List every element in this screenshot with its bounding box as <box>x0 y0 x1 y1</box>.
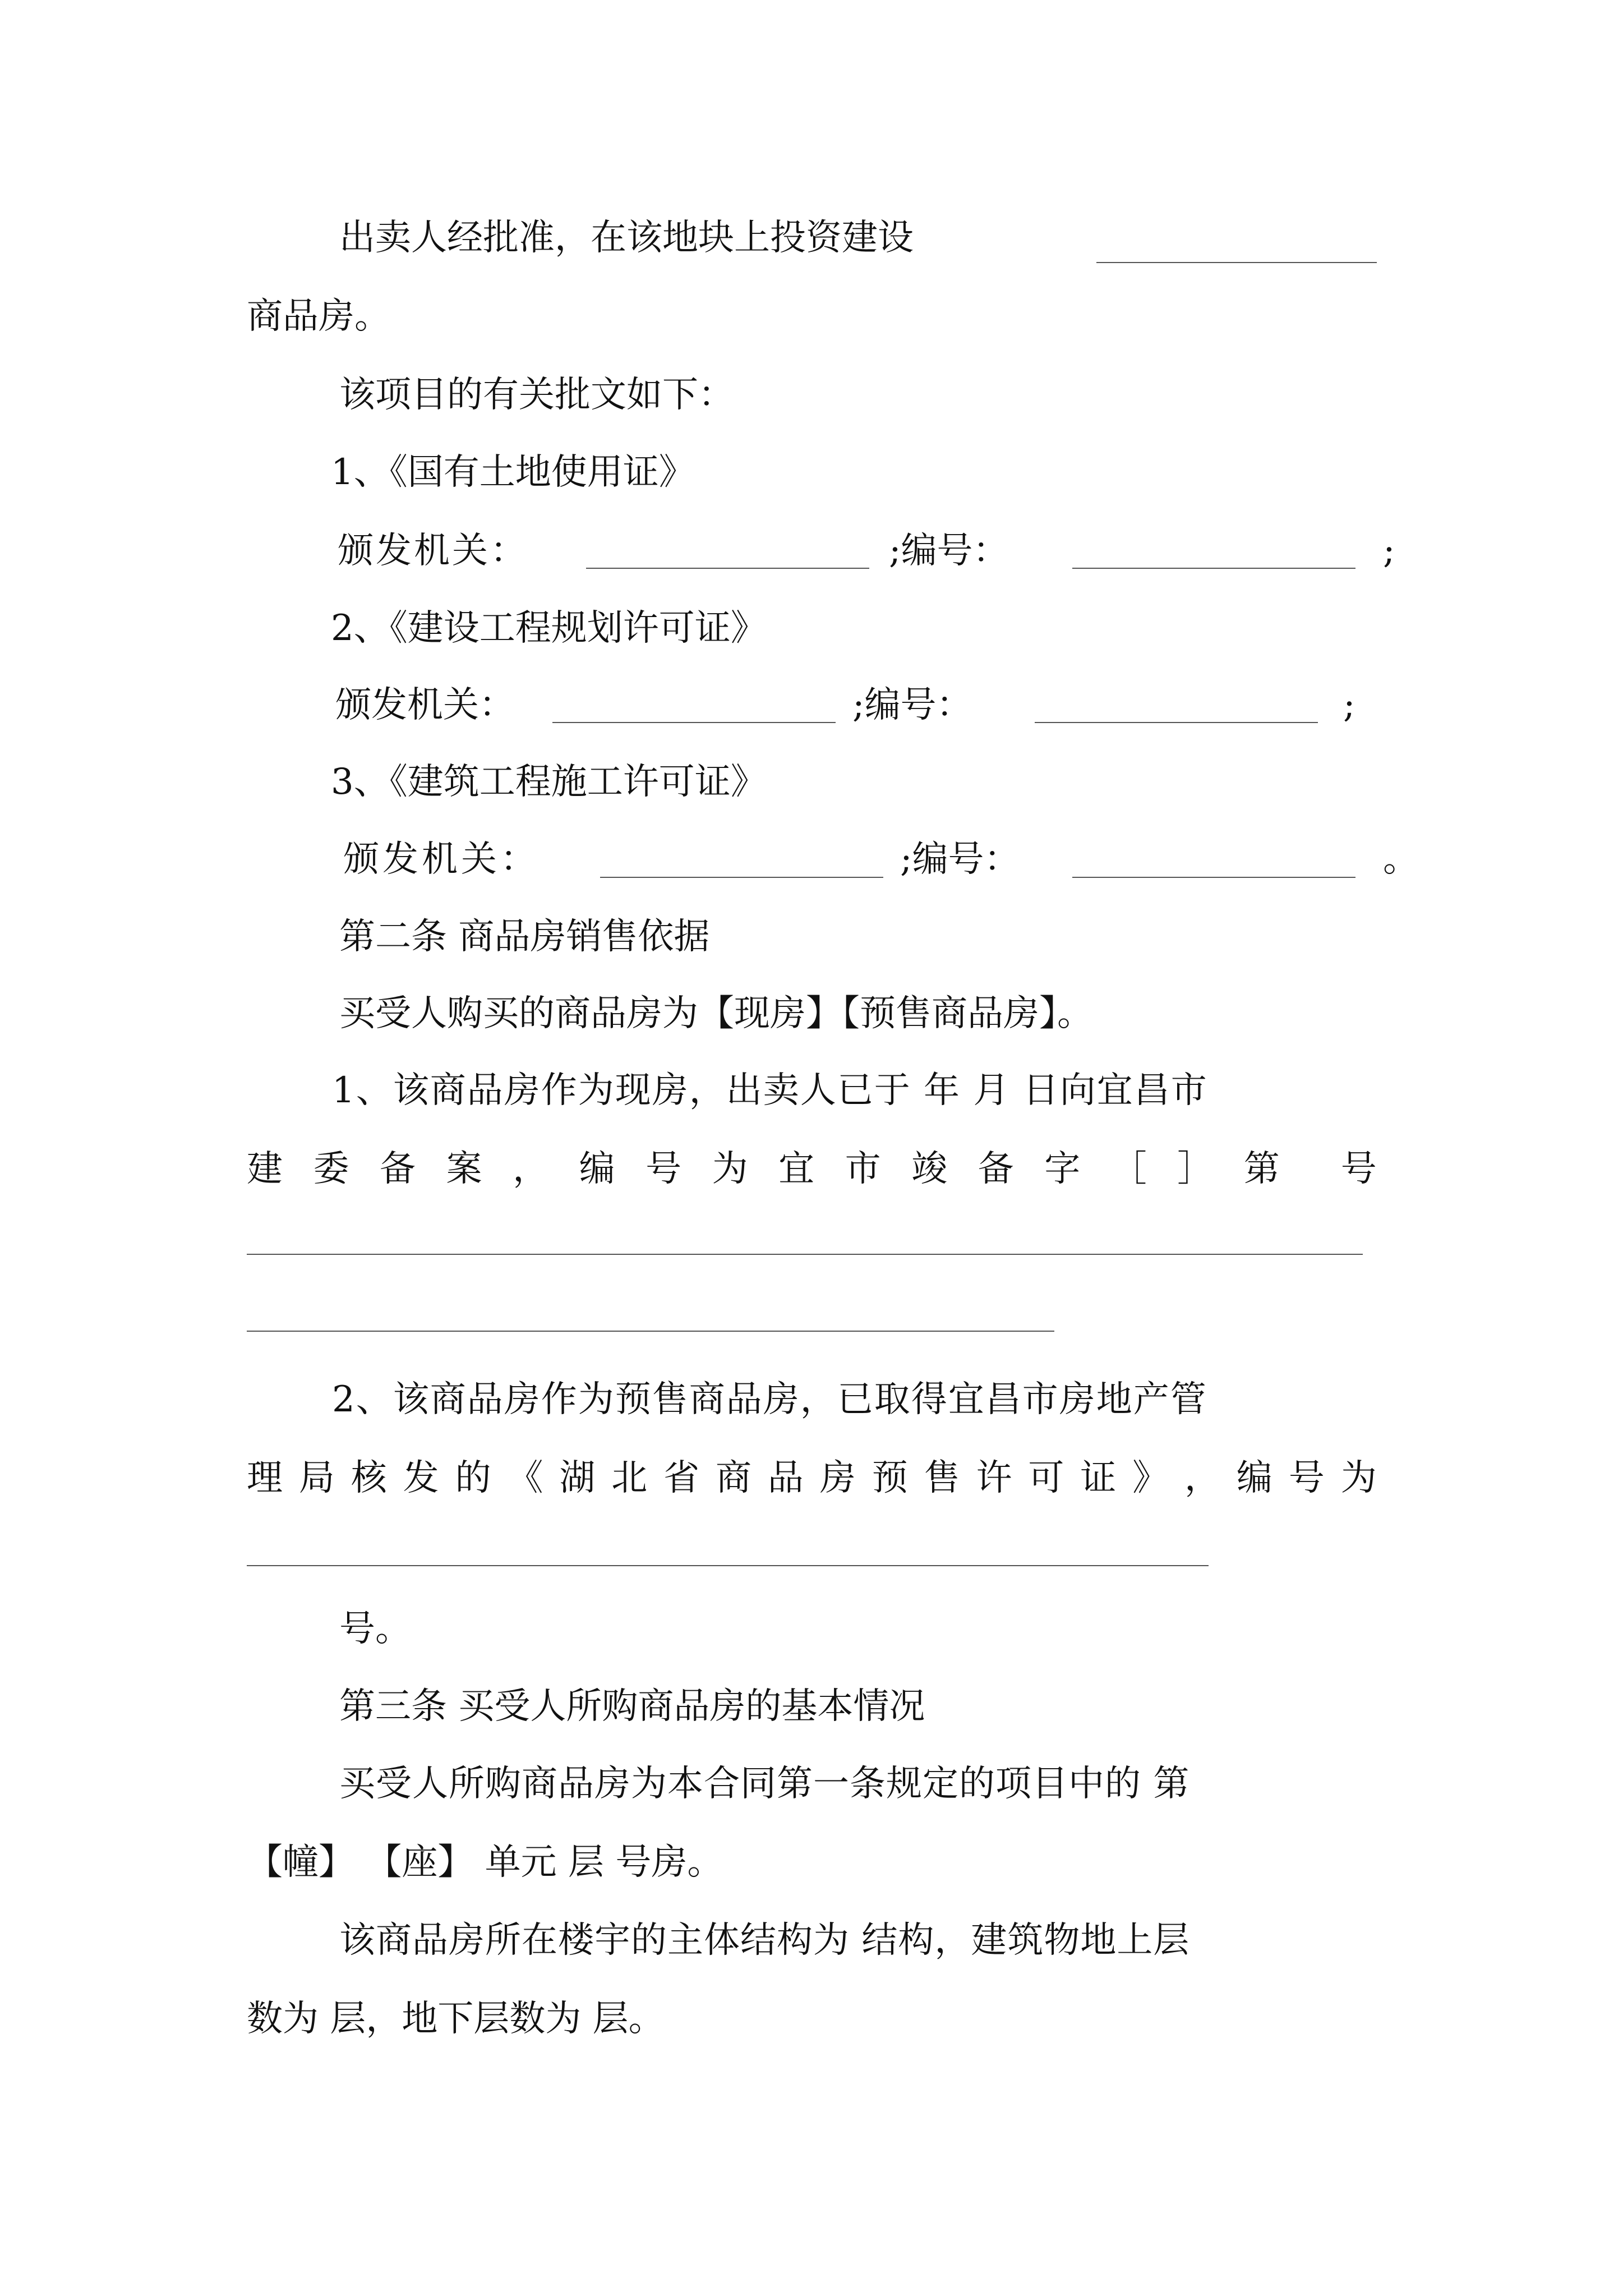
glyph: 省 <box>663 1457 700 1499</box>
article3-title: 第三条 买受人所购商品房的基本情况 <box>339 1686 925 1727</box>
glyph: 市 <box>845 1148 881 1190</box>
paragraph-investment-line2: 商品房。 <box>247 296 390 337</box>
cert3-issuer-label: 颁发机关： <box>343 839 540 880</box>
glyph: 商 <box>716 1457 752 1499</box>
cert1-semicolon: ; <box>1383 530 1395 572</box>
glyph: ［ <box>1110 1148 1147 1190</box>
article3-line2: 【幢】 【座】 单元 层 号房。 <box>247 1842 723 1883</box>
cert2-issuer-blank <box>552 722 836 723</box>
cert1-title: 1、《国有土地使用证》 <box>331 452 695 493</box>
glyph: 第 <box>1243 1148 1280 1190</box>
article2-text: 买受人购买的商品房为【现房】【预售商品房】。 <box>339 993 1093 1034</box>
glyph: 《 <box>507 1457 543 1499</box>
cert3-issuer-blank <box>600 877 883 878</box>
glyph: 备 <box>978 1148 1014 1190</box>
glyph: 证 <box>1080 1457 1117 1499</box>
article3-structure-line1: 该商品房所在楼宇的主体结构为 结构，建筑物地上层 <box>339 1920 1190 1961</box>
article3-line1: 买受人所购商品房为本合同第一条规定的项目中的 第 <box>339 1763 1190 1805</box>
cert2-number-blank <box>1035 722 1318 723</box>
article2-item1-line2 <box>247 1148 1377 1190</box>
cert2-title: 2、《建设工程规划许可证》 <box>331 608 767 649</box>
glyph: 北 <box>611 1457 648 1499</box>
glyph: 备 <box>380 1148 416 1190</box>
glyph: ， <box>1184 1457 1221 1499</box>
glyph: 局 <box>298 1457 335 1499</box>
article2-item2-number-blank <box>247 1565 1209 1566</box>
glyph: ］ <box>1177 1148 1214 1190</box>
glyph: 房 <box>819 1457 856 1499</box>
glyph: 建 <box>247 1148 283 1190</box>
cert3-period: 。 <box>1383 839 1419 880</box>
glyph: 号 <box>1288 1457 1325 1499</box>
paragraph-investment-line1 <box>339 217 914 259</box>
glyph: 号 <box>1340 1148 1377 1190</box>
glyph: 许 <box>976 1457 1012 1499</box>
cert1-number-label: ;编号： <box>889 530 1009 572</box>
article2-item1-blank-line1 <box>247 1254 1363 1255</box>
glyph: 核 <box>351 1457 387 1499</box>
glyph: 委 <box>313 1148 349 1190</box>
article2-title: 第二条 商品房销售依据 <box>339 916 710 958</box>
cert1-issuer-label: 颁发机关： <box>338 530 528 572</box>
article3-structure-line2: 数为 层，地下层数为 层。 <box>247 1998 665 2040</box>
glyph: 宜 <box>778 1148 815 1190</box>
cert1-number-blank <box>1072 568 1355 569</box>
article2-item1-line1: 1、该商品房作为现房，出卖人已于 年 月 日向宜昌市 <box>332 1070 1208 1111</box>
cert2-semicolon: ; <box>1343 684 1355 726</box>
glyph: 发 <box>403 1457 439 1499</box>
blank-project-name <box>1096 262 1377 263</box>
glyph: 竣 <box>911 1148 948 1190</box>
glyph: 案 <box>446 1148 482 1190</box>
article2-item2-end: 号。 <box>339 1608 411 1650</box>
cert3-title: 3、《建筑工程施工许可证》 <box>331 761 767 803</box>
cert1-issuer-blank <box>586 568 869 569</box>
glyph: 编 <box>1236 1457 1272 1499</box>
cert2-issuer-label: 颁发机关： <box>335 684 515 726</box>
glyph: 号 <box>645 1148 682 1190</box>
glyph: 预 <box>872 1457 908 1499</box>
investment-text: 出卖人经批准，在该地块上投资建设 <box>339 217 914 259</box>
glyph: ， <box>513 1148 549 1190</box>
glyph: 品 <box>767 1457 804 1499</box>
article2-item2-line1: 2、该商品房作为预售商品房，已取得宜昌市房地产管 <box>332 1379 1207 1420</box>
article2-item2-line2 <box>247 1457 1377 1499</box>
article2-item1-blank-line2 <box>247 1331 1054 1332</box>
glyph: 的 <box>455 1457 491 1499</box>
glyph: 湖 <box>559 1457 596 1499</box>
glyph: 售 <box>924 1457 960 1499</box>
glyph: 为 <box>712 1148 748 1190</box>
glyph: 可 <box>1028 1457 1064 1499</box>
glyph: 理 <box>247 1457 283 1499</box>
glyph: 编 <box>579 1148 615 1190</box>
approvals-intro: 该项目的有关批文如下： <box>339 374 734 416</box>
glyph: 为 <box>1340 1457 1377 1499</box>
cert3-number-blank <box>1072 877 1355 878</box>
cert3-number-label: ;编号： <box>900 839 1020 880</box>
glyph: 》 <box>1132 1457 1169 1499</box>
cert2-number-label: ;编号： <box>852 684 972 726</box>
glyph: 字 <box>1044 1148 1081 1190</box>
